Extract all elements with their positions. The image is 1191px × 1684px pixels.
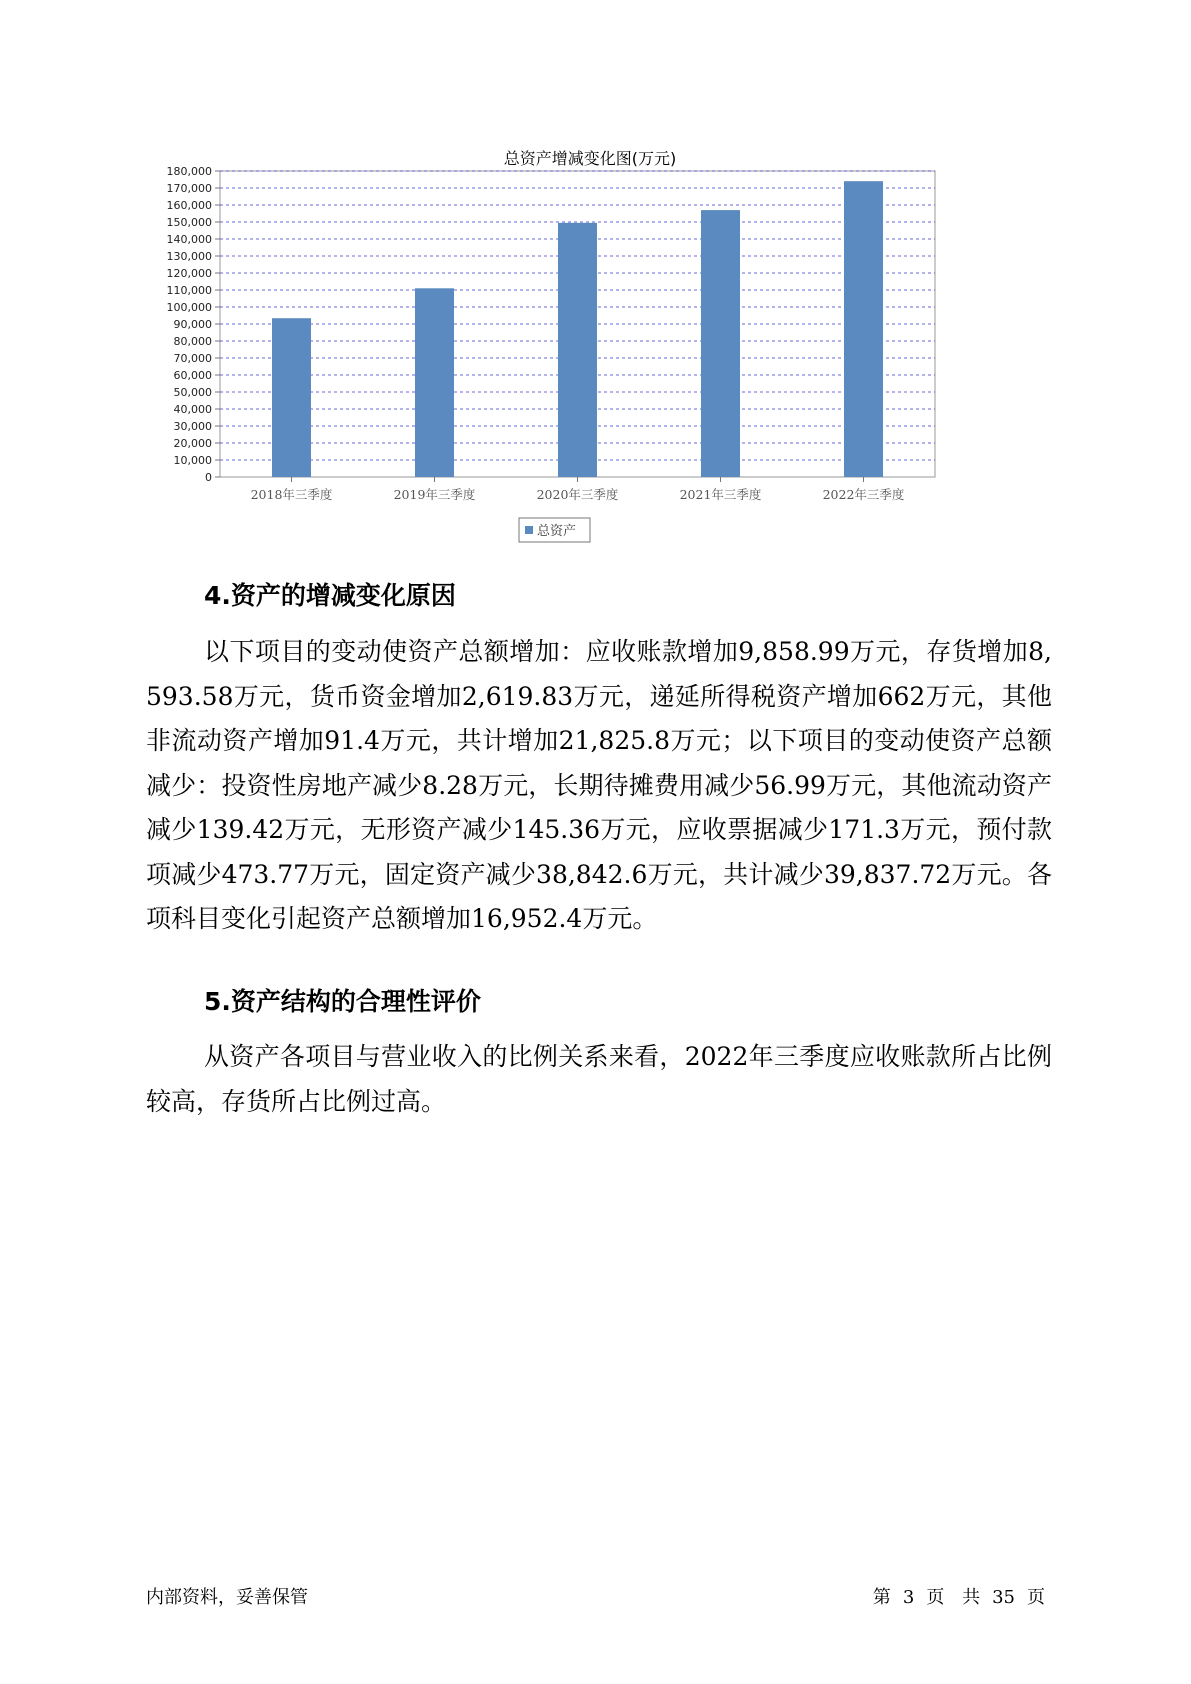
footer-page-info [867,1583,1051,1609]
bar-2 [415,288,454,477]
y-tick-label: 90,000 [173,318,212,331]
y-tick-label: 10,000 [173,454,212,467]
page-current: 3 [902,1587,915,1608]
x-tick-label: 2019年三季度 [393,487,476,502]
y-tick-label: 130,000 [166,250,212,263]
footer-confidential-note: 内部资料，妥善保管 [146,1587,308,1608]
page-unit: 页 [926,1587,945,1608]
y-tick-label: 60,000 [173,369,212,382]
total-prefix: 共 [962,1587,981,1608]
chart-title: 总资产增减变化图(万元) [503,149,677,168]
bar-5 [844,181,883,477]
y-tick-label: 100,000 [166,301,212,314]
y-tick-label: 110,000 [166,284,212,297]
legend-label: 总资产 [537,524,577,539]
x-tick-label: 2020年三季度 [536,487,619,502]
y-tick-label: 120,000 [166,267,212,280]
asset-chart [160,140,1020,600]
y-tick-label: 150,000 [166,216,212,229]
y-tick-label: 30,000 [173,420,212,433]
section-5-paragraph: 从资产各项目与营业收入的比例关系来看，2022年三季度应收账款所占比例较高，存货所占比例过高。 [146,1042,1052,1116]
page-prefix: 第 [872,1587,891,1608]
y-tick-label: 160,000 [166,199,212,212]
y-tick-label: 80,000 [173,335,212,348]
section-4-heading: 4.资产的增减变化原因 [204,581,456,610]
y-tick-label: 50,000 [173,386,212,399]
y-tick-label: 0 [205,471,212,484]
y-tick-label: 180,000 [166,165,212,178]
chart-svg [160,140,1020,600]
bar-1 [272,318,311,477]
bar-4 [701,210,740,477]
y-tick-label: 170,000 [166,182,212,195]
y-tick-label: 140,000 [166,233,212,246]
page-total: 35 [992,1587,1015,1608]
x-tick-label: 2018年三季度 [250,487,333,502]
total-unit: 页 [1027,1587,1045,1608]
x-tick-label: 2022年三季度 [822,487,905,502]
y-tick-label: 20,000 [173,437,212,450]
x-tick-label: 2021年三季度 [679,487,762,502]
y-tick-label: 70,000 [173,352,212,365]
y-tick-label: 40,000 [173,403,212,416]
section-5-heading: 5.资产结构的合理性评价 [204,987,481,1016]
legend-swatch [525,526,533,534]
bar-3 [558,223,597,477]
section-4-paragraph: 以下项目的变动使资产总额增加：应收账款增加9,858.99万元，存货增加8,593.58万元，货币资金增加2,619.83万元，递延所得税资产增加662万元，其他非流动资产增加91.4万元，共计增加21,825.8万元；以下项目的变动使资产总额减少：投资性房地产减少8.28万元，长期待摊费用减少56.99万元，其他流动资产减少139.42万元，无形资产减少145.36万元，应收票据减少171.3万元，预付款项减少473.77万元，固定资产减少38,842.6万元，共计减少39,837.72万元。各项科目变化引起资产总额增加16,952.4万元。 [146,637,1052,933]
